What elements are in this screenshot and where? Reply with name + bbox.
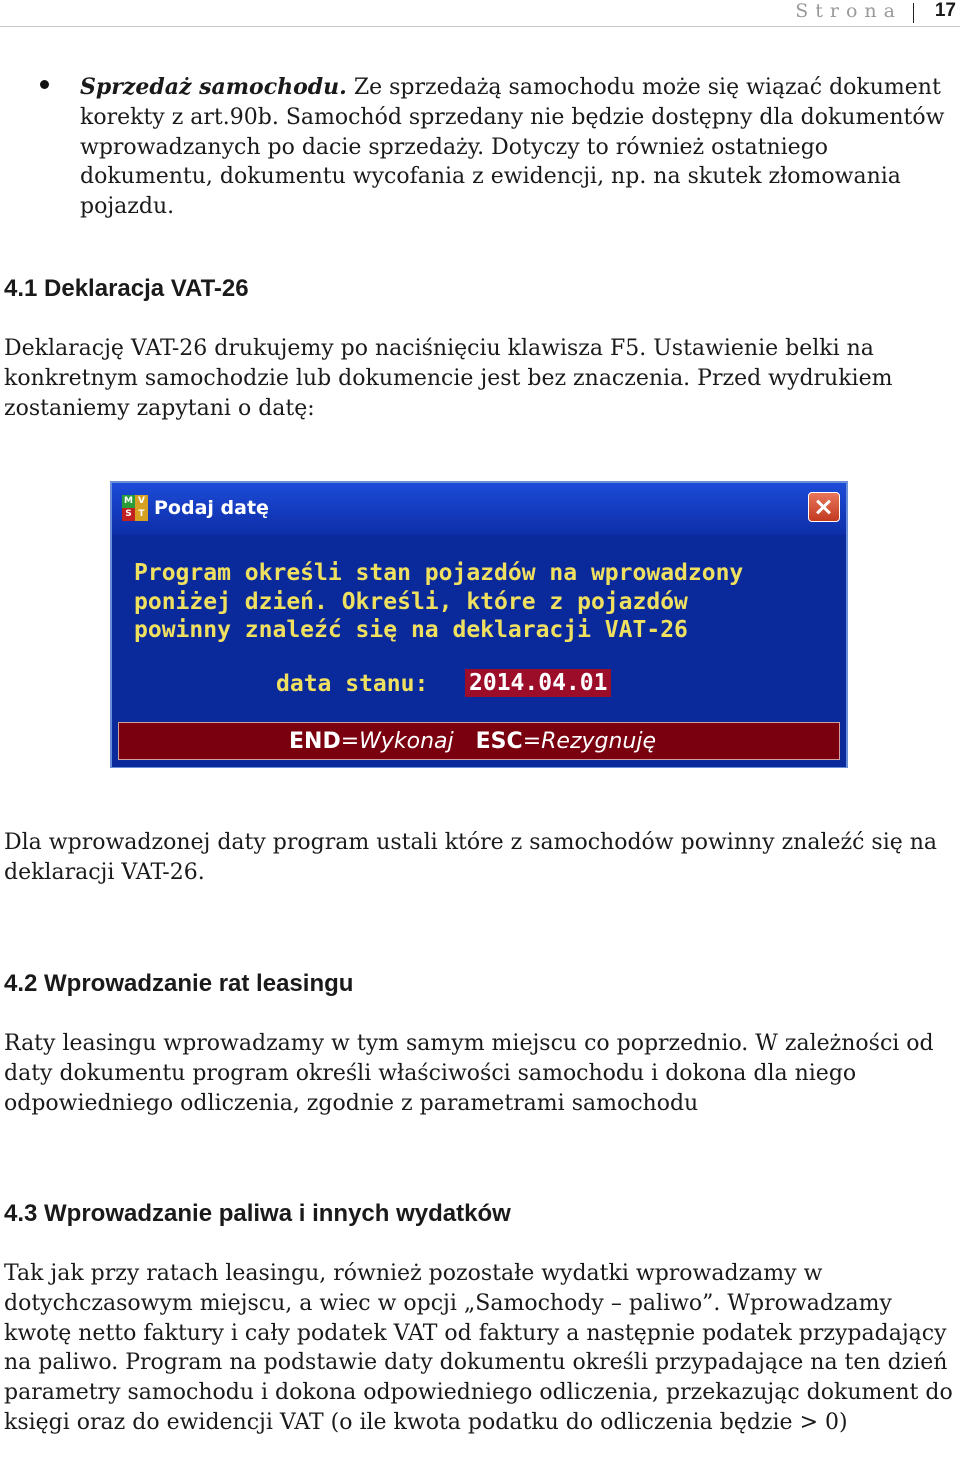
heading-4-1: 4.1 Deklaracja VAT-26 xyxy=(4,275,249,302)
dialog-footer xyxy=(118,722,840,760)
app-icon xyxy=(122,495,148,521)
bullet-paragraph xyxy=(80,73,956,222)
page-label: Strona xyxy=(795,0,902,22)
end-key-action[interactable]: =Wykonaj xyxy=(340,729,454,754)
dialog-title: Podaj datę xyxy=(154,497,269,519)
dialog-body xyxy=(112,535,846,767)
key-hints xyxy=(289,729,656,754)
app-icon-letter: M xyxy=(122,495,135,508)
heading-4-2: 4.2 Wprowadzanie rat leasingu xyxy=(4,970,354,997)
date-input[interactable]: 2014.04.01 xyxy=(465,669,611,697)
paragraph-4-1-intro: Deklarację VAT-26 drukujemy po naciśnięciu klawisza F5. Ustawienie belki na konkretnym samochodzie lub dokumencie jest bez znaczenia. Przed wydrukiem zostaniemy zapytani o datę: xyxy=(4,336,893,421)
close-icon[interactable] xyxy=(808,492,840,522)
app-icon-letter: V xyxy=(135,495,148,508)
esc-key[interactable]: ESC xyxy=(475,729,523,754)
app-icon-letter: S xyxy=(122,508,135,521)
dialog-message-line: poniżej dzień. Określi, które z pojazdów xyxy=(134,588,688,615)
paragraph-4-3: Tak jak przy ratach leasingu, również pozostałe wydatki wprowadzamy w dotychczasowym miejscu, a wiec w opcji „Samochody – paliwo”. Wprowadzamy kwotę netto faktury i cały podatek VAT od faktury a następnie podatek przypadający na paliwo. Program na podstawie daty dokumentu określi przypadające na ten dzień parametry samochodu i dokona odpowiedniego odliczenia, przekazując dokument do księgi oraz do ewidencji VAT (o ile kwota podatku do odliczenia będzie > 0) xyxy=(4,1261,953,1435)
page-header xyxy=(0,0,960,27)
page-separator xyxy=(913,3,914,23)
dialog-message xyxy=(134,559,834,645)
bullet-body: Ze sprzedażą samochodu może się wiązać dokument korekty z art.90b. Samochód sprzedany nie będzie dostępny dla dokumentów wprowadzanych po dacie sprzedaży. Dotyczy to również ostatniego dokumentu, dokumentu wycofania z ewidencji, np. na skutek złomowania pojazdu. xyxy=(80,75,945,220)
heading-4-3: 4.3 Wprowadzanie paliwa i innych wydatków xyxy=(4,1200,511,1227)
end-key[interactable]: END xyxy=(289,729,341,754)
bullet-icon xyxy=(40,80,49,89)
app-icon-letter: T xyxy=(135,508,148,521)
page-number: 17 xyxy=(934,0,956,21)
bullet-lead: Sprzedaż samochodu. xyxy=(80,74,347,100)
dialog-title-bar xyxy=(112,483,846,535)
paragraph-4-2: Raty leasingu wprowadzamy w tym samym miejscu co poprzednio. W zależności od daty dokumentu program określi właściwości samochodu i dokona dla niego odpowiedniego odliczenia, zgodnie z parametrami samochodu xyxy=(4,1031,934,1116)
dialog-message-line: Program określi stan pojazdów na wprowadzony xyxy=(134,560,744,586)
paragraph-4-1-result: Dla wprowadzonej daty program ustali które z samochodów powinny znaleźć się na deklaracji VAT-26. xyxy=(4,830,938,885)
date-dialog xyxy=(110,481,848,768)
esc-key-action[interactable]: =Rezygnuję xyxy=(522,729,657,754)
dialog-message-line: powinny znaleźć się na deklaracji VAT-26 xyxy=(134,617,688,643)
date-label: data stanu: xyxy=(276,671,429,697)
